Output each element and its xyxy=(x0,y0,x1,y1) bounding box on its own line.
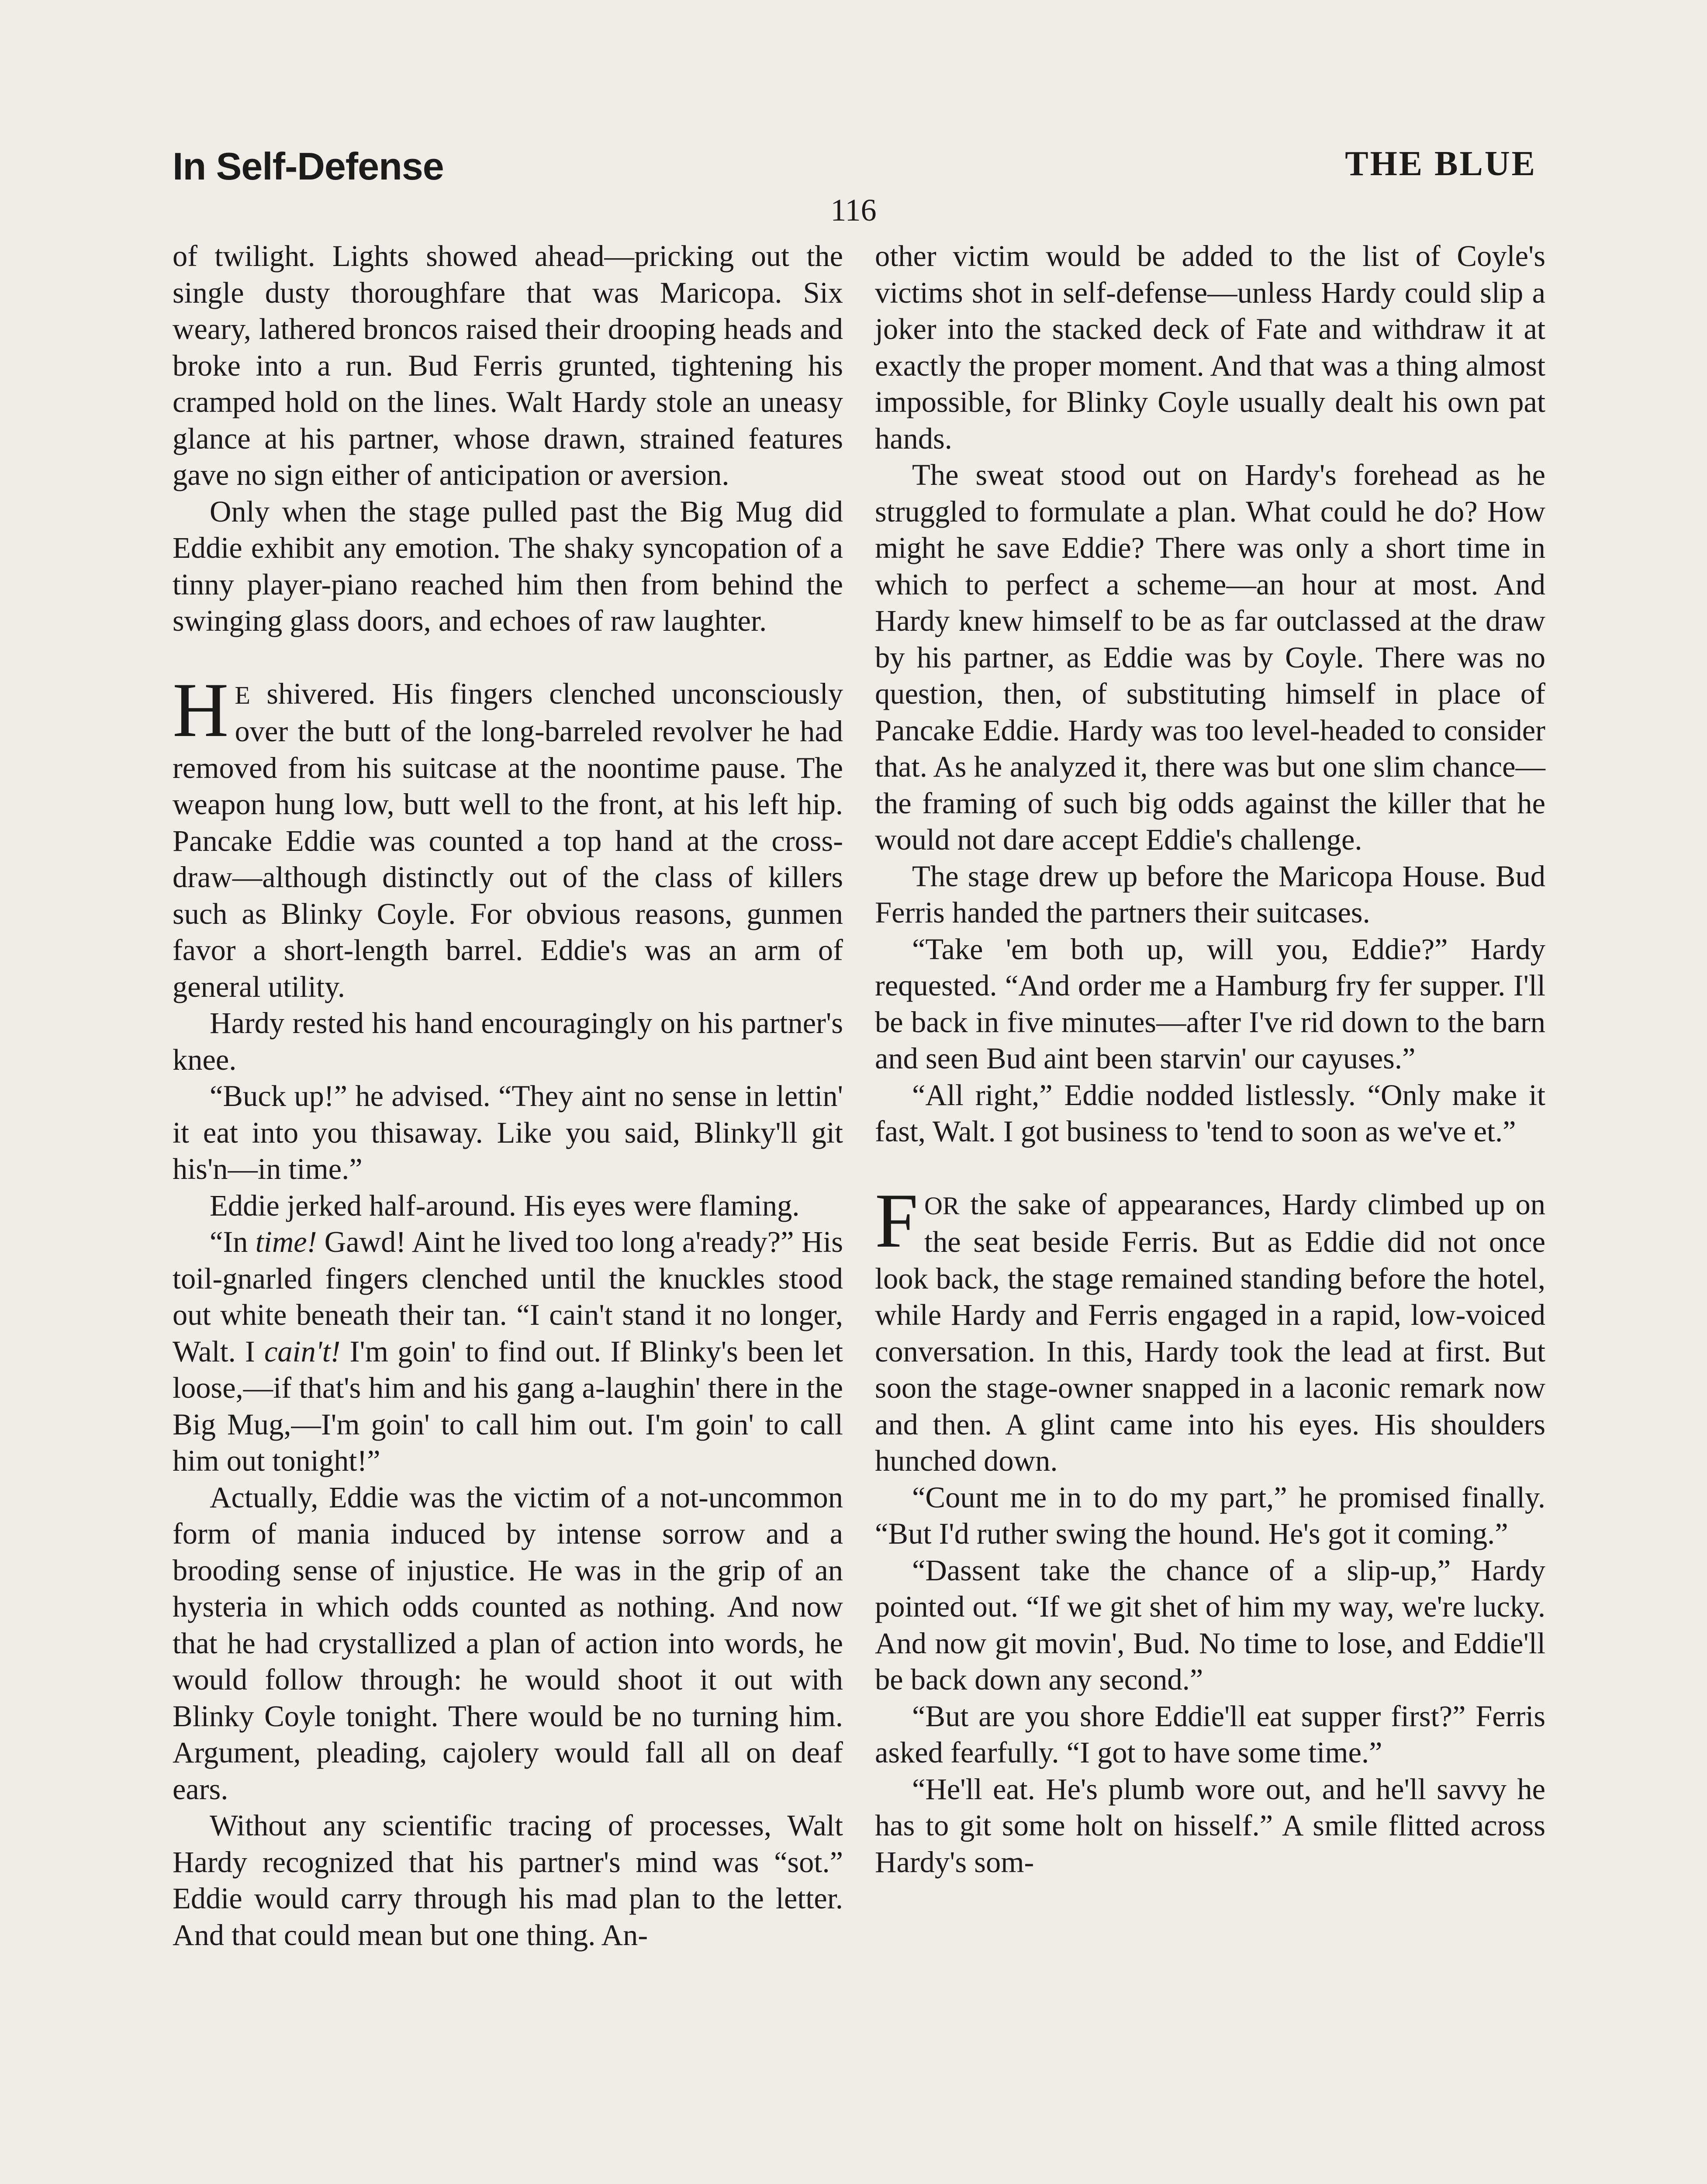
magazine-title: THE BLUE xyxy=(1345,145,1537,183)
paragraph: “All right,” Eddie nodded listlessly. “Only make it fast, Walt. I got business to 'tend to soon as we've et.” xyxy=(875,1078,1545,1148)
paragraph: “But are you shore Eddie'll eat supper first?” Ferris asked fearfully. “I got to have some time.” xyxy=(875,1699,1545,1769)
drop-cap: H xyxy=(173,666,229,753)
paragraph: “He'll eat. He's plumb wore out, and he'll savvy he has to git some holt on hisself.” A smile flitted across Hardy's som- xyxy=(875,1772,1545,1879)
italic-text: time! xyxy=(255,1225,317,1258)
paragraph: other victim would be added to the list of Coyle's victims shot in self-defense—unless Hardy could slip a joker into the stacked deck of Fate and withdraw it at exactly the proper moment. And that was a thing almost impossible, for Blinky Coyle usually dealt his own pat hands. xyxy=(875,239,1545,455)
paragraph-dropcap xyxy=(173,666,843,1006)
drop-cap: F xyxy=(875,1177,918,1264)
story-title: In Self-Defense xyxy=(173,145,444,188)
paragraph: Hardy rested his hand encouragingly on his partner's knee. xyxy=(173,1006,843,1076)
paragraph: “Buck up!” he advised. “They aint no sense in lettin' it eat into you thisaway. Like you said, Blinky'll git his'n—in time.” xyxy=(173,1079,843,1185)
text-span: Gawd! Aint he lived too long a'ready?” His toil-gnarled fingers clenched until the knuckles stood out white beneath their tan. “I cain't stand it no longer, Walt. I xyxy=(173,1225,843,1368)
italic-text: cain't! xyxy=(264,1334,341,1368)
paragraph: “Dassent take the chance of a slip-up,” Hardy pointed out. “If we git shet of him my way, we're lucky. And now git movin', Bud. No time to lose, and Eddie'll be back down any second.” xyxy=(875,1553,1545,1696)
paragraph: Eddie jerked half-around. His eyes were flaming. xyxy=(210,1189,800,1222)
paragraph xyxy=(173,1224,843,1479)
paragraph: The stage drew up before the Maricopa House. Bud Ferris handed the partners their suitcases. xyxy=(875,859,1545,929)
paragraph: The sweat stood out on Hardy's forehead as he struggled to formulate a plan. What could he do? How might he save Eddie? There was only a short time in which to perfect a scheme—an hour at most. And Hardy knew himself to be as far outclassed at the draw by his partner, as Eddie was by Coyle. There was no question, then, of substituting himself in place of Pancake Eddie. Hardy was too level-headed to consider that. As he analyzed it, there was but one slim chance—the framing of such big odds against the killer that he would not dare accept Eddie's challenge. xyxy=(875,458,1545,856)
right-column xyxy=(875,238,1545,1880)
text-span: “In xyxy=(210,1225,256,1258)
page-number: 116 xyxy=(830,193,877,228)
paragraph-text: shivered. His fingers clenched unconsciously over the butt of the long-barreled revolver he had removed from his suitcase at the noontime pause. The weapon hung low, butt well to the front, at his left hip. Pancake Eddie was counted a top hand at the cross-draw—although distinctly out of the class of killers such as Blinky Coyle. For obvious reasons, gunmen favor a short-length barrel. Eddie's was an arm of general utility. xyxy=(173,677,843,1003)
lead-caps: OR xyxy=(924,1191,960,1220)
left-column xyxy=(173,238,843,1953)
paragraph-dropcap xyxy=(875,1177,1545,1479)
paragraph: Only when the stage pulled past the Big Mug did Eddie exhibit any emotion. The shaky syncopation of a tinny player-piano reached him then from behind the swinging glass doors, and echoes of raw laughter. xyxy=(173,494,843,637)
paragraph: “Count me in to do my part,” he promised finally. “But I'd ruther swing the hound. He's got it coming.” xyxy=(875,1480,1545,1550)
text-span: I'm goin' to find out. If Blinky's been let loose,—if that's him and his gang a-laughin' there in the Big Mug,—I'm goin' to call him out. I'm goin' to call him out tonight!” xyxy=(173,1334,843,1477)
paragraph: of twilight. Lights showed ahead—pricking out the single dusty thoroughfare that was Maricopa. Six weary, lathered broncos raised their drooping heads and broke into a run. Bud Ferris grunted, tightening his cramped hold on the lines. Walt Hardy stole an uneasy glance at his partner, whose drawn, strained features gave no sign either of anticipation or aversion. xyxy=(173,239,843,491)
paragraph: Actually, Eddie was the victim of a not-uncommon form of mania induced by intense sorrow and a brooding sense of injustice. He was in the grip of an hysteria in which odds counted as nothing. And now that he had crystallized a plan of action into words, he would follow through: he would shoot it out with Blinky Coyle tonight. There would be no turning him. Argument, pleading, cajolery would fall all on deaf ears. xyxy=(173,1480,843,1806)
lead-caps: E xyxy=(235,681,250,709)
paragraph: Without any scientific tracing of processes, Walt Hardy recognized that his partner's mind was “sot.” Eddie would carry through his mad plan to the letter. And that could mean but one thing. An- xyxy=(173,1809,843,1952)
paragraph-text: the sake of appearances, Hardy climbed up on the seat beside Ferris. But as Eddie did not once look back, the stage remained standing before the hotel, while Hardy and Ferris engaged in a rapid, low-voiced conversation. In this, Hardy took the lead at first. But soon the stage-owner snapped in a laconic remark now and then. A glint came into his eyes. His shoulders hunched down. xyxy=(875,1187,1545,1477)
paragraph: “Take 'em both up, will you, Eddie?” Hardy requested. “And order me a Hamburg fry fer supper. I'll be back in five minutes—after I've rid down to the barn and seen Bud aint been starvin' our cayuses.” xyxy=(875,932,1545,1075)
